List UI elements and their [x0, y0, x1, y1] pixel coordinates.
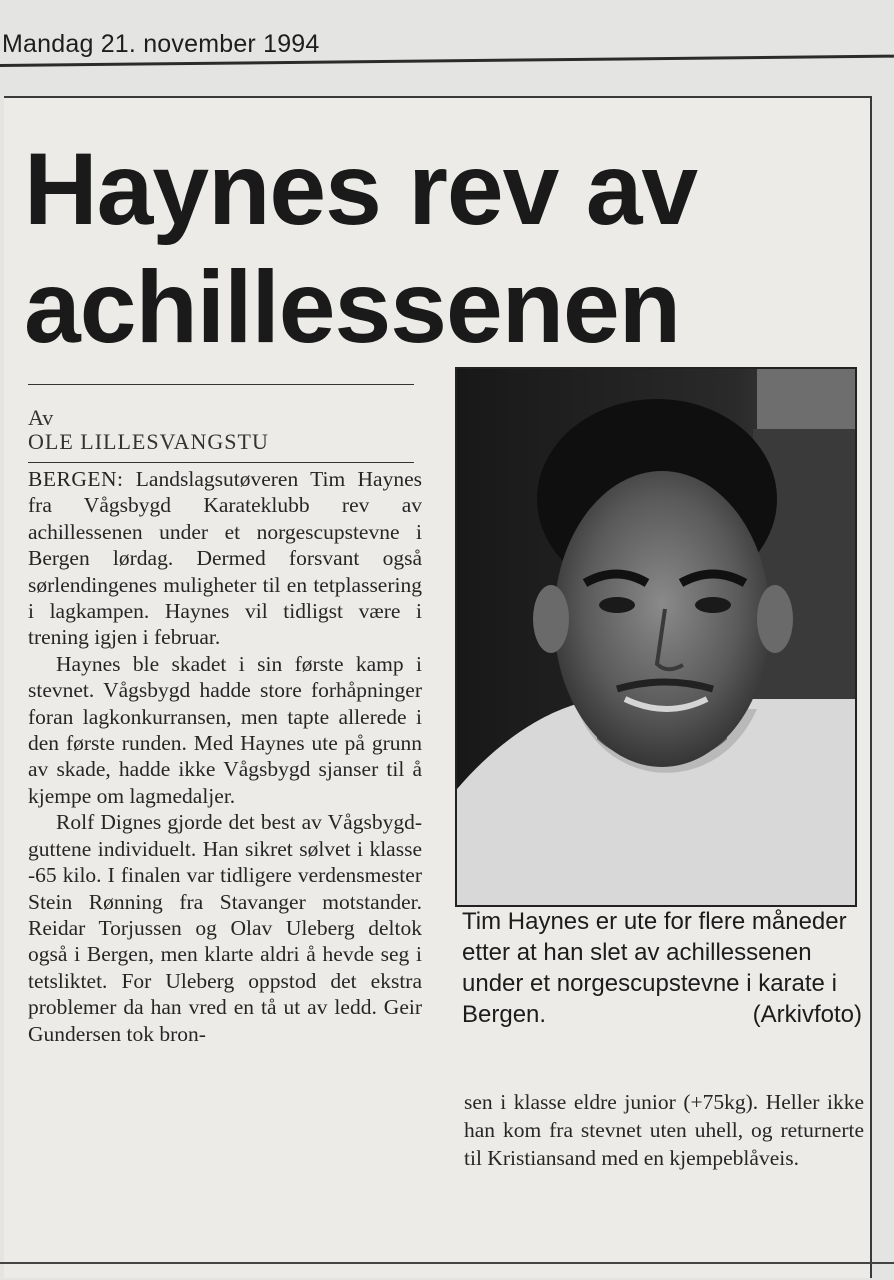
- paragraph-1: [28, 466, 422, 651]
- byline: [28, 406, 418, 454]
- headline-line-1: Haynes rev av: [24, 132, 698, 246]
- byline-rule-top: [28, 384, 414, 385]
- byline-prefix: Av: [28, 405, 54, 430]
- headline: [24, 130, 864, 366]
- dateline: Mandag 21. november 1994: [2, 30, 320, 58]
- caption-text: Tim Haynes er ute for flere måneder etter at han slet av achillessenen under et norgescupstevne i karate i Bergen.: [462, 908, 847, 1028]
- portrait-illustration: [457, 369, 855, 905]
- byline-author: OLE LILLESVANGSTU: [28, 429, 269, 454]
- article-body-left: [28, 466, 422, 1047]
- photo-credit: (Arkivfoto): [752, 1001, 862, 1028]
- kicker: BERGEN:: [28, 467, 124, 491]
- byline-rule-bottom: [28, 462, 414, 463]
- bottom-rule: [0, 1262, 894, 1264]
- paragraph-1-text: Landslagsutøveren Tim Haynes fra Vågsbygd Karateklubb rev av achillessenen under et norgescupstevne i Bergen lørdag. Dermed forsvant også sørlendingenes muligheter til en tetplassering i lagkampen. Haynes vil tidligst være i trening igjen i februar.: [28, 467, 422, 650]
- headline-line-2: achillessenen: [24, 250, 681, 364]
- paragraph-4: sen i klasse eldre junior (+75kg). Heller ikke han kom fra stevnet uten uhell, og returnerte til Kristiansand med en kjempeblåveis.: [464, 1090, 864, 1170]
- athlete-photo: [455, 367, 857, 907]
- paragraph-2: Haynes ble skadet i sin første kamp i stevnet. Vågsbygd hadde store forhåpninger foran lagkonkurransen, men tapte allerede i den første runden. Med Haynes ute på grunn av skade, hadde ikke Vågsbygd sjanser til å kjempe om lagmedaljer.: [28, 651, 422, 808]
- paragraph-3: Rolf Dignes gjorde det best av Vågsbygd-guttene individuelt. Han sikret sølvet i klasse -65 kilo. I finalen var tidligere verdensmester Stein Rønning fra Stavanger motstander. Reidar Torjussen og Olav Uleberg deltok også i Bergen, men klarte aldri å hevde seg i tetsliktet. For Uleberg oppstod det ekstra problemer da han vred en tå ut av ledd. Geir Gundersen tok bron-: [28, 810, 422, 1046]
- article-body-right: [464, 1088, 864, 1172]
- photo-caption: [462, 906, 862, 1030]
